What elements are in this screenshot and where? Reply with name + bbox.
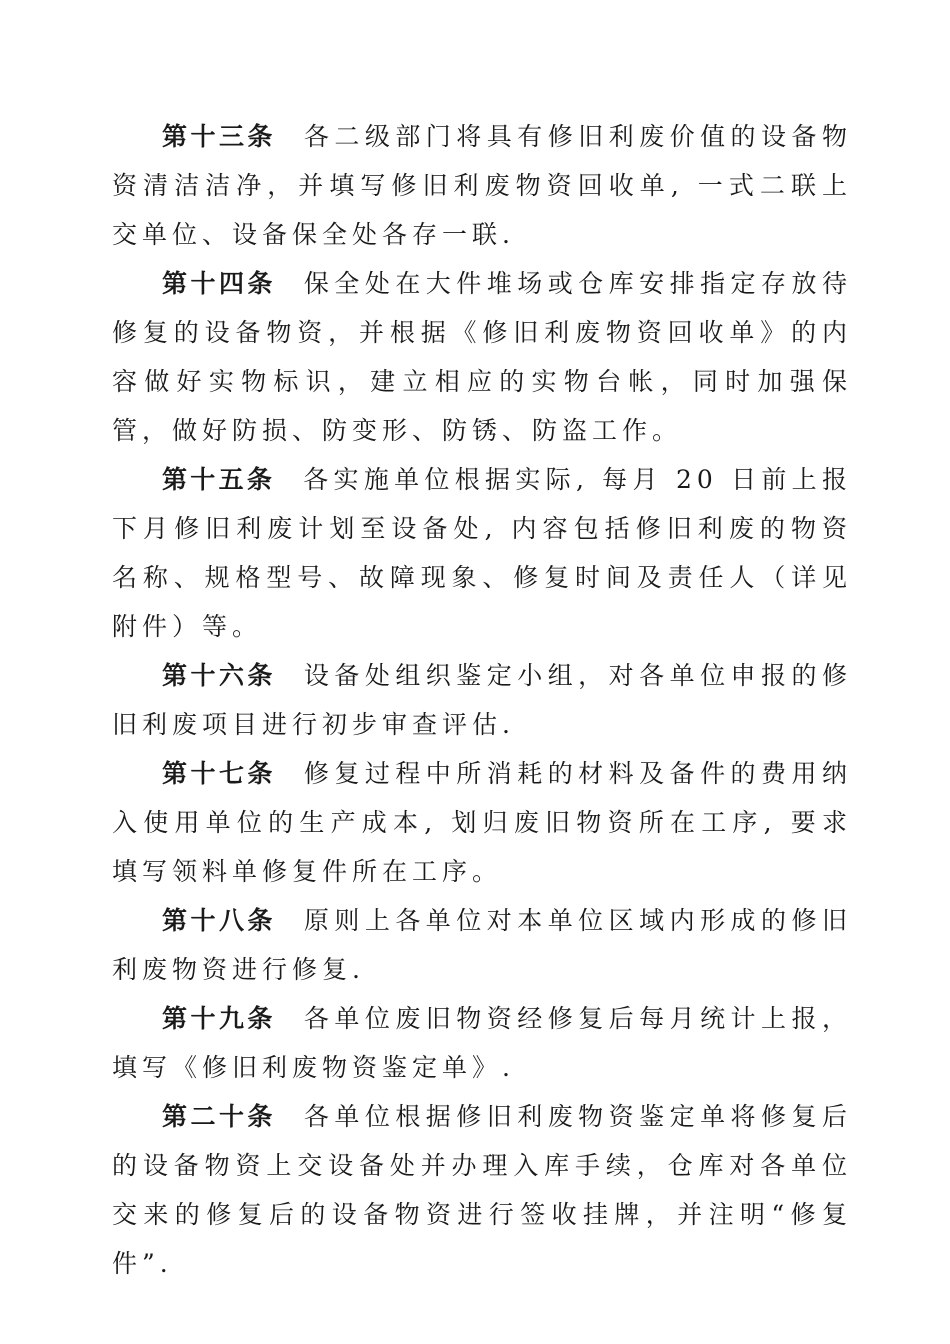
- article-15: [112, 455, 852, 651]
- article-title: 第十五条: [162, 465, 276, 494]
- article-19: [112, 994, 852, 1092]
- article-title: 第十三条: [162, 122, 276, 151]
- article-17: [112, 749, 852, 896]
- article-title: 第十七条: [162, 759, 276, 788]
- article-text: 各单位根据修旧利废物资鉴定单将修复后的设备物资上交设备处并办理入库手续，仓库对各单位交来的修复后的设备物资进行签收挂牌，并注明“修复件”.: [112, 1102, 852, 1278]
- article-text: 保全处在大件堆场或仓库安排指定存放待修复的设备物资，并根据《修旧利废物资回收单》的内容做好实物标识，建立相应的实物台帐，同时加强保管，做好防损、防变形、防锈、防盗工作。: [112, 269, 852, 445]
- article-14: [112, 259, 852, 455]
- article-16: [112, 651, 852, 749]
- article-text: 原则上各单位对本单位区域内形成的修旧利废物资进行修复.: [112, 906, 852, 984]
- article-text: 修复过程中所消耗的材料及备件的费用纳入使用单位的生产成本, 划归废旧物资所在工序, 要求填写领料单修复件所在工序。: [112, 759, 852, 886]
- article-text: 各单位废旧物资经修复后每月统计上报，填写《修旧利废物资鉴定单》.: [112, 1004, 852, 1082]
- article-18: [112, 896, 852, 994]
- article-title: 第十六条: [162, 661, 276, 690]
- article-13: [112, 112, 852, 259]
- article-title: 第十四条: [162, 269, 276, 298]
- article-title: 第十九条: [162, 1004, 276, 1033]
- article-title: 第二十条: [162, 1102, 276, 1131]
- document-body: [112, 112, 852, 1288]
- article-text: 设备处组织鉴定小组，对各单位申报的修旧利废项目进行初步审查评估.: [112, 661, 852, 739]
- article-20: [112, 1092, 852, 1288]
- article-text: 各二级部门将具有修旧利废价值的设备物资清洁洁净，并填写修旧利废物资回收单, 一式二联上交单位、设备保全处各存一联.: [112, 122, 852, 249]
- article-title: 第十八条: [162, 906, 276, 935]
- article-text: 各实施单位根据实际, 每月 20 日前上报下月修旧利废计划至设备处, 内容包括修旧利废的物资名称、规格型号、故障现象、修复时间及责任人（详见附件）等。: [112, 465, 852, 641]
